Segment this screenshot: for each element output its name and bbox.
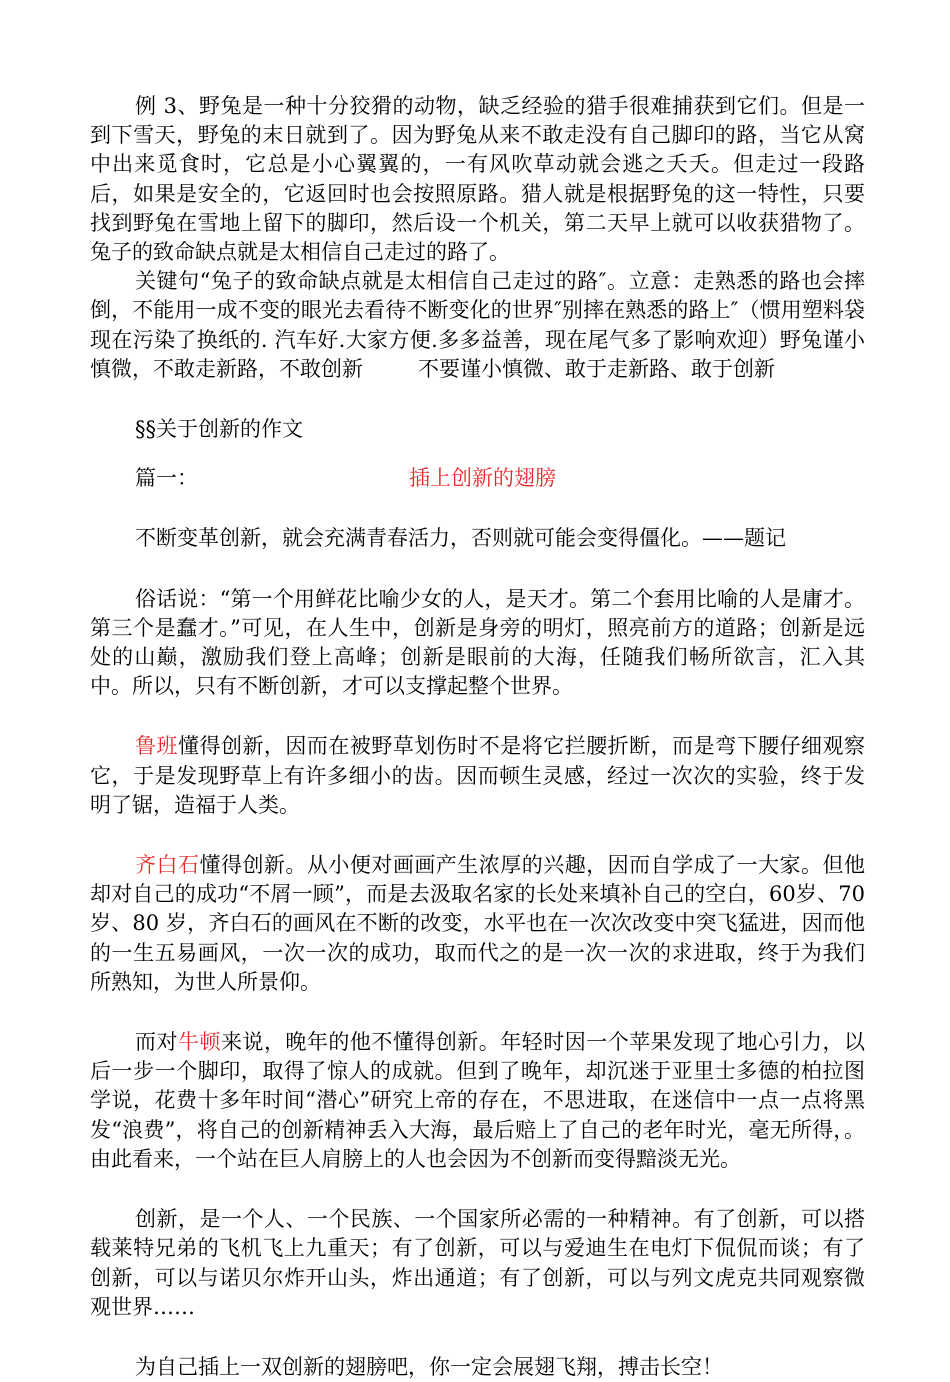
chapter-label: 篇一： (135, 466, 198, 491)
chapter-title: 插上创新的翅膀 (409, 466, 556, 491)
section-title: §§关于创新的作文 (135, 417, 303, 442)
name-qibaishi: 齐白石 (135, 853, 200, 878)
paragraph-innovation-spirit: 创新，是一个人、一个民族、一个国家所必需的一种精神。有了创新，可以搭载莱特兄弟的飞机飞上九重天；有了创新，可以与爱迪生在电灯下侃侃而谈；有了创新，可以与诺贝尔炸开山头，炸出通道；有了创新，可以与列文虎克共同观察微观世界…… (90, 1207, 865, 1319)
paragraph-newton (90, 1028, 865, 1174)
paragraph-conclusion: 为自己插上一双创新的翅膀吧，你一定会展翅飞翔，搏击长空！ (135, 1354, 723, 1379)
keyphrase-paragraph (90, 267, 865, 384)
paragraph-qibaishi-text: 懂得创新。从小便对画画产生浓厚的兴趣，因而自学成了一大家。但他却对自己的成功“不屑一顾”，而是去汲取名家的长处来填补自己的空白，60岁、70 岁、80 岁，齐白石的画风在不断的改变，水平也在一次次改变中突飞猛进，因而他的一生五易画风，一次一次的成功，取而代之的是一次一次的求进取，终于为我们所熟知，为世人所景仰。 (90, 853, 866, 994)
paragraph-luban (90, 732, 865, 820)
keyphrase-text: 关键句“兔子的致命缺点就是太相信自己走过的路″。立意：走熟悉的路也会摔倒，不能用一成不变的眼光去看待不断变化的世界″别摔在熟悉的路上″（惯用塑料袋现在污染了换纸的. 汽车好.大家方便.多多益善，现在尾气多了影响欢迎）野兔谨小慎微，不敢走新路，不敢创新 (90, 269, 865, 381)
paragraph-newton-pre: 而对 (135, 1030, 178, 1055)
document-page (90, 92, 865, 1382)
paragraph-luban-text: 懂得创新，因而在被野草划伤时不是将它拦腰折断，而是弯下腰仔细观察它，于是发现野草上有许多细小的齿。因而顿生灵感，经过一次次的实验，终于发明了锯，造福于人类。 (90, 734, 866, 817)
paragraph-proverb: 俗话说：“第一个用鲜花比喻少女的人，是天才。第二个套用比喻的人是庸才。第三个是蠢才。”可见，在人生中，创新是身旁的明灯，照亮前方的道路；创新是远处的山巅，激励我们登上高峰；创新是眼前的大海，任随我们畅所欲言，汇入其中。所以，只有不断创新，才可以支撑起整个世界。 (90, 586, 865, 699)
keyphrase-conclusion: 不要谨小慎微、敢于走新路、敢于创新 (418, 356, 775, 381)
paragraph-newton-text: 来说，晚年的他不懂得创新。年轻时因一个苹果发现了地心引力，以后一步一个脚印，取得了惊人的成就。但到了晚年，却沉迷于亚里士多德的柏拉图学说，花费十多年时间“潜心”研究上帝的存在，不思进取，在迷信中一点一点将黑发“浪费”，将自己的创新精神丢入大海，最后赔上了自己的老年时光，毫无所得，。由此看来，一个站在巨人肩膀上的人也会因为不创新而变得黯淡无光。 (90, 1030, 866, 1171)
epigraph: 不断变革创新，就会充满青春活力，否则就可能会变得僵化。——题记 (135, 526, 786, 551)
chapter-heading (90, 464, 865, 493)
name-newton: 牛顿 (177, 1030, 221, 1055)
example-3-paragraph (90, 92, 865, 267)
example-3-text: 例 3、野兔是一种十分狡猾的动物，缺乏经验的猎手很难捕获到它们。但是一到下雪天，野兔的末日就到了。因为野兔从来不敢走没有自己脚印的路，当它从窝中出来觅食时，它总是小心翼翼的，一有风吹草动就会逃之夭夭。但走过一段路后，如果是安全的，它返回时也会按照原路。猎人就是根据野兔的这一特性，只要找到野兔在雪地上留下的脚印，然后设一个机关，第二天早上就可以收获猎物了。兔子的致命缺点就是太相信自己走过的路了。 (90, 94, 865, 265)
paragraph-qibaishi (90, 851, 865, 997)
name-luban: 鲁班 (135, 734, 178, 759)
